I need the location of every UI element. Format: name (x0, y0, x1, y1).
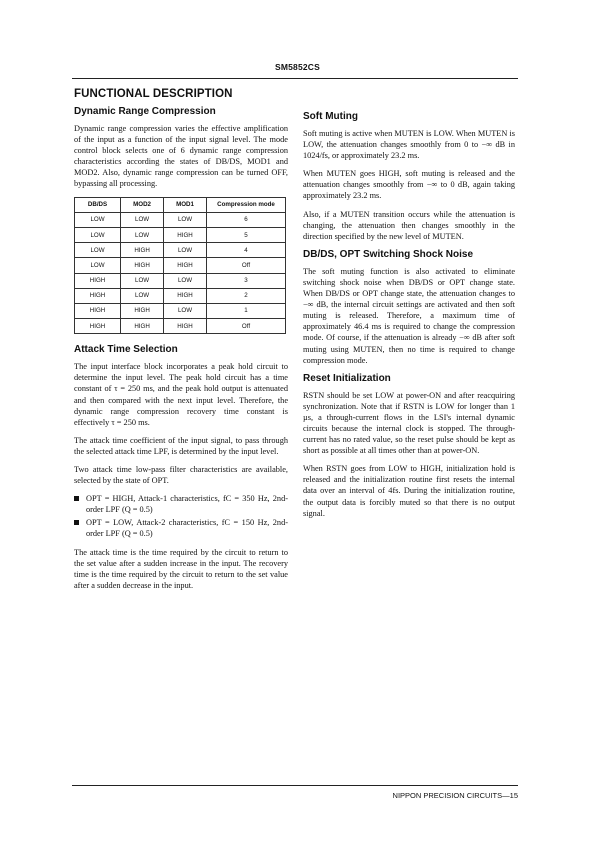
table-row (75, 258, 286, 273)
table-cell: HIGH (75, 303, 121, 318)
table-cell: 3 (207, 273, 286, 288)
reset-paragraph-1: RSTN should be set LOW at power-ON and after reacquiring synchronization. Note that if RSTN is LOW for longer than 1 µs, a through-current flows in the LSI's internal dynamic circuits because the internal clock is stopped. The through-current has no rated value, so the reset pulse should be kept as short as possible at all times other than at power-ON. (303, 390, 515, 456)
table-cell: HIGH (164, 258, 207, 273)
table-cell: HIGH (121, 243, 164, 258)
attack-paragraph-2: The attack time coefficient of the input signal, to pass through the selected attack time LPF, is determined by the input level. (74, 435, 288, 456)
table-row (75, 212, 286, 227)
table-cell: 1 (207, 303, 286, 318)
table-cell: LOW (164, 273, 207, 288)
table-cell: HIGH (121, 303, 164, 318)
attack-bullet-list (74, 493, 288, 539)
table-header-row (75, 197, 286, 212)
table-cell: Off (207, 319, 286, 334)
table-cell: LOW (164, 303, 207, 318)
soft-muting-paragraph-3: Also, if a MUTEN transition occurs while the attenuation is changing, the attenuation then changes smoothly in the direction specified by the new level of MUTEN. (303, 209, 515, 241)
table-cell: LOW (121, 288, 164, 303)
drc-paragraph: Dynamic range compression varies the effective amplification of the input as a function of the input signal level. The mode control block selects one of 6 dynamic range compression characteristics according the states of DB/DS, MOD1 and MOD2. Also, dynamic range compression can be turned OFF, bypassing all processing. (74, 124, 288, 189)
table-row (75, 319, 286, 334)
shock-noise-paragraph: The soft muting function is also activated to eliminate switching shock noise when DB/DS or OPT change state. When DB/DS or OPT change state, the attenuation changes to −∞ dB, the internal circuit settings are activated and then soft muting is released. Therefore, a maximum time of approximately 46.4 ms is required to change the compression mode. Of course, if the attenuation is already −∞ dB after soft muting using MUTEN, then no time is required to change compression mode. (303, 266, 515, 365)
header-rule (72, 78, 518, 79)
drc-heading: Dynamic Range Compression (74, 106, 216, 117)
reset-heading: Reset Initialization (303, 372, 391, 384)
table-cell: 4 (207, 243, 286, 258)
bullet-text: OPT = HIGH, Attack-1 characteristics, fC = 350 Hz, 2nd-order LPF (Q = 0.5) (86, 494, 288, 515)
table-cell: HIGH (164, 288, 207, 303)
table-cell: 5 (207, 227, 286, 242)
table-cell: LOW (75, 227, 121, 242)
left-column (74, 88, 288, 598)
attack-paragraph-3: Two attack time low-pass filter characteristics are available, selected by the state of OPT. (74, 465, 288, 486)
page-footer: NIPPON PRECISION CIRCUITS—15 (392, 791, 518, 800)
right-column (303, 111, 515, 526)
table-row (75, 303, 286, 318)
table-cell: HIGH (75, 288, 121, 303)
soft-muting-paragraph-2: When MUTEN goes HIGH, soft muting is released and the attenuation changes smoothly from −∞ to 0 dB, again taking approximately 23.2 ms. (303, 169, 515, 201)
attack-paragraph-4: The attack time is the time required by the circuit to return to the set value after a sudden increase in the input. The recovery time is the time required by the circuit to return to the set value after a sudden decrease in the input. (74, 547, 288, 590)
table-header-cell: MOD2 (121, 197, 164, 212)
page-header: SM5852CS (274, 62, 321, 72)
table-cell: HIGH (164, 227, 207, 242)
table-row (75, 227, 286, 242)
shock-noise-heading: DB/DS, OPT Switching Shock Noise (303, 248, 474, 260)
soft-muting-heading: Soft Muting (303, 111, 358, 122)
table-cell: HIGH (75, 319, 121, 334)
soft-muting-paragraph-1: Soft muting is active when MUTEN is LOW. When MUTEN is LOW, the attenuation changes smoothly from 0 to −∞ dB in 1024/fs, or approximately 23.2 ms. (303, 129, 515, 161)
attack-heading: Attack Time Selection (74, 344, 178, 356)
table-row (75, 288, 286, 303)
reset-paragraph-2: When RSTN goes from LOW to HIGH, initialization hold is released and the initialization routine first resets the internal data over an interval of 4fs. During the initialization routine, the output data is forcibly muted so that there is no output signal. (303, 464, 515, 518)
table-cell: LOW (164, 243, 207, 258)
table-cell: HIGH (121, 319, 164, 334)
table-header-cell: MOD1 (164, 197, 207, 212)
table-cell: HIGH (121, 258, 164, 273)
table-cell: 2 (207, 288, 286, 303)
list-item (74, 493, 288, 515)
compression-mode-table (74, 197, 286, 335)
list-item (74, 517, 288, 539)
table-cell: LOW (164, 212, 207, 227)
square-bullet-icon (74, 496, 79, 501)
attack-paragraph-1: The input interface block incorporates a peak hold circuit to determine the input level. The peak hold circuit has a time constant of τ = 250 ms, and the peak hold output is attenuated and then compared with the next input level. Therefore, the dynamic range compression recovery time constant is effectively τ = 250 ms. (74, 362, 288, 427)
table-row (75, 243, 286, 258)
table-cell: HIGH (164, 319, 207, 334)
table-cell: LOW (75, 243, 121, 258)
table-cell: LOW (75, 258, 121, 273)
table-header-cell: DB/DS (75, 197, 121, 212)
table-cell: LOW (121, 227, 164, 242)
table-cell: 6 (207, 212, 286, 227)
table-cell: HIGH (75, 273, 121, 288)
table-cell: Off (207, 258, 286, 273)
table-cell: LOW (121, 273, 164, 288)
table-cell: LOW (75, 212, 121, 227)
table-header-cell: Compression mode (207, 197, 286, 212)
bullet-text: OPT = LOW, Attack-2 characteristics, fC = 150 Hz, 2nd-order LPF (Q = 0.5) (86, 518, 288, 539)
section-title: FUNCTIONAL DESCRIPTION (74, 88, 233, 100)
footer-rule (72, 785, 518, 786)
table-row (75, 273, 286, 288)
square-bullet-icon (74, 520, 79, 525)
table-cell: LOW (121, 212, 164, 227)
